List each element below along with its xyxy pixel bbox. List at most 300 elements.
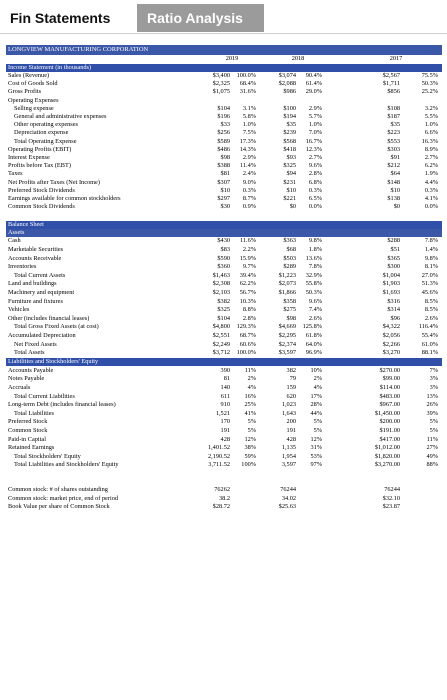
percent-cell[interactable]: 49% bbox=[426, 452, 438, 460]
percent-cell[interactable]: 5% bbox=[429, 418, 438, 426]
percent-cell[interactable]: 16% bbox=[244, 392, 256, 400]
row-label: Profits before Tax (EBT) bbox=[8, 162, 71, 170]
value-cell[interactable]: $25.63 bbox=[278, 503, 296, 511]
balance-sheet-header bbox=[6, 221, 442, 229]
value-cell[interactable]: 910 bbox=[220, 401, 230, 409]
value-cell[interactable]: 611 bbox=[220, 392, 230, 400]
percent-cell[interactable]: 59% bbox=[244, 452, 256, 460]
percent-cell[interactable]: 116.4% bbox=[418, 323, 438, 331]
percent-cell[interactable]: 0.3% bbox=[242, 186, 256, 194]
percent-cell[interactable]: 9.0% bbox=[242, 178, 256, 186]
percent-cell[interactable]: 68.7% bbox=[239, 332, 256, 339]
value-cell[interactable]: $64 bbox=[390, 170, 400, 178]
value-cell[interactable]: $483.00 bbox=[379, 392, 400, 400]
value-cell[interactable]: $2,249 bbox=[212, 340, 230, 348]
percent-cell[interactable]: 6.2% bbox=[424, 162, 438, 170]
percent-cell[interactable]: 8.9% bbox=[424, 145, 438, 153]
value-cell[interactable]: $28.72 bbox=[212, 503, 230, 511]
value-cell[interactable]: $239 bbox=[283, 129, 296, 137]
percent-cell[interactable]: 11.6% bbox=[239, 237, 256, 245]
percent-cell[interactable]: 50.3% bbox=[305, 289, 322, 296]
value-cell[interactable]: 76244 bbox=[280, 486, 296, 493]
percent-cell[interactable]: 27.0% bbox=[421, 271, 438, 279]
value-cell[interactable]: $108 bbox=[387, 104, 400, 112]
percent-cell[interactable]: 5.8% bbox=[242, 113, 256, 120]
value-cell[interactable]: 3,711.52 bbox=[208, 461, 230, 469]
percent-cell[interactable]: 6.6% bbox=[424, 129, 438, 137]
value-cell[interactable]: $200.00 bbox=[379, 418, 400, 426]
percent-cell[interactable]: 5.7% bbox=[308, 113, 322, 120]
value-cell[interactable]: 191 bbox=[220, 427, 230, 434]
row-label: Operating Profits (EBIT) bbox=[8, 145, 72, 153]
value-cell[interactable]: $967.00 bbox=[379, 401, 400, 409]
value-cell[interactable]: $83 bbox=[220, 246, 230, 253]
percent-cell[interactable]: 11% bbox=[244, 366, 256, 374]
value-cell[interactable]: $1,711 bbox=[382, 80, 400, 88]
value-cell[interactable]: $4,322 bbox=[382, 323, 400, 331]
value-cell[interactable]: $388 bbox=[217, 162, 230, 170]
year-2019: 2019 bbox=[225, 55, 239, 62]
value-cell[interactable]: $2,103 bbox=[212, 289, 230, 296]
percent-cell[interactable]: 31.6% bbox=[239, 88, 256, 96]
percent-cell[interactable]: 96.9% bbox=[305, 349, 322, 357]
percent-cell[interactable]: 3.1% bbox=[242, 104, 256, 112]
percent-cell[interactable]: 9.6% bbox=[308, 297, 322, 305]
percent-cell[interactable]: 3% bbox=[429, 375, 438, 383]
value-cell[interactable]: 390 bbox=[220, 366, 230, 374]
value-cell[interactable]: $358 bbox=[283, 297, 296, 305]
value-cell[interactable]: $32.10 bbox=[382, 494, 400, 502]
percent-cell[interactable]: 5% bbox=[313, 418, 322, 426]
row-label: Preferred Stock Dividends bbox=[8, 186, 75, 194]
percent-cell[interactable]: 2% bbox=[247, 375, 256, 383]
percent-cell[interactable]: 4.1% bbox=[424, 195, 438, 202]
table-row bbox=[6, 263, 442, 271]
percent-cell[interactable]: 129.3% bbox=[236, 323, 256, 331]
table-row bbox=[6, 315, 442, 323]
value-cell[interactable]: $300 bbox=[387, 263, 400, 271]
percent-cell[interactable]: 14.3% bbox=[239, 145, 256, 153]
value-cell[interactable]: $2,056 bbox=[382, 332, 400, 339]
value-cell[interactable]: 200 bbox=[286, 418, 296, 426]
value-cell[interactable]: $1,012.00 bbox=[374, 444, 400, 452]
value-cell[interactable]: $307 bbox=[217, 178, 230, 186]
percent-cell[interactable]: 90.4% bbox=[305, 72, 322, 79]
row-label: Total Gross Fixed Assets (at cost) bbox=[14, 323, 99, 331]
value-cell[interactable]: $417.00 bbox=[379, 435, 400, 443]
value-cell[interactable]: $196 bbox=[217, 113, 230, 120]
percent-cell[interactable]: 27% bbox=[426, 444, 438, 452]
row-label: Sales (Revenue) bbox=[8, 72, 50, 79]
value-cell[interactable]: $2,374 bbox=[278, 340, 296, 348]
value-cell[interactable]: $51 bbox=[390, 246, 400, 253]
table-row bbox=[6, 237, 442, 245]
percent-cell[interactable]: 25.2% bbox=[421, 88, 438, 96]
value-cell[interactable]: $221 bbox=[283, 195, 296, 202]
value-cell[interactable]: $382 bbox=[217, 297, 230, 305]
value-cell[interactable]: $187 bbox=[387, 113, 400, 120]
value-cell[interactable]: $3,597 bbox=[278, 349, 296, 357]
value-cell[interactable]: $1,866 bbox=[278, 289, 296, 296]
value-cell[interactable]: $486 bbox=[217, 145, 230, 153]
value-cell[interactable]: $1,075 bbox=[212, 88, 230, 96]
percent-cell[interactable]: 11% bbox=[426, 435, 438, 443]
percent-cell[interactable]: 5% bbox=[247, 427, 256, 434]
value-cell[interactable]: 2,190.52 bbox=[207, 452, 230, 460]
percent-cell[interactable]: 29.0% bbox=[305, 88, 322, 96]
value-cell[interactable]: $503 bbox=[283, 254, 296, 262]
percent-cell[interactable]: 0.3% bbox=[424, 186, 438, 194]
value-cell[interactable]: $191.00 bbox=[379, 427, 400, 434]
percent-cell[interactable]: 7.0% bbox=[308, 129, 322, 137]
row-label: Common Stock Dividends bbox=[8, 203, 75, 211]
value-cell[interactable]: 191 bbox=[286, 427, 296, 434]
table-row bbox=[6, 179, 442, 187]
row-label: Inventories bbox=[8, 263, 37, 271]
value-cell[interactable]: $1,693 bbox=[382, 289, 400, 296]
percent-cell[interactable]: 4.4% bbox=[424, 178, 438, 186]
table-row bbox=[6, 246, 442, 254]
value-cell[interactable]: $212 bbox=[387, 162, 400, 170]
value-cell[interactable]: 1,135 bbox=[281, 444, 296, 452]
percent-cell[interactable]: 88% bbox=[426, 461, 438, 469]
year-2017: 2017 bbox=[389, 55, 403, 62]
value-cell[interactable]: $0 bbox=[289, 203, 296, 211]
value-cell[interactable]: $104 bbox=[217, 314, 230, 322]
percent-cell[interactable]: 2.8% bbox=[242, 314, 256, 322]
value-cell[interactable]: $589 bbox=[217, 137, 230, 145]
value-cell[interactable]: 76244 bbox=[384, 486, 400, 493]
value-cell[interactable]: $2,551 bbox=[212, 332, 230, 339]
value-cell[interactable]: $99.00 bbox=[382, 375, 400, 383]
percent-cell[interactable]: 50.3% bbox=[421, 80, 438, 88]
percent-cell[interactable]: 4% bbox=[313, 384, 322, 391]
value-cell[interactable]: 428 bbox=[220, 435, 230, 443]
value-cell[interactable]: 1,023 bbox=[281, 401, 296, 409]
table-row bbox=[6, 349, 442, 357]
percent-cell[interactable]: 68.4% bbox=[239, 80, 256, 88]
value-cell[interactable]: $3,074 bbox=[278, 72, 296, 79]
value-cell[interactable]: $100 bbox=[283, 104, 296, 112]
value-cell[interactable]: $98 bbox=[286, 314, 296, 322]
table-row bbox=[6, 154, 442, 162]
percent-cell[interactable]: 12% bbox=[310, 435, 322, 443]
percent-cell[interactable]: 13.6% bbox=[305, 254, 322, 262]
row-label: Total Current Assets bbox=[14, 271, 66, 279]
value-cell[interactable]: $81 bbox=[220, 170, 230, 178]
percent-cell[interactable]: 62.2% bbox=[239, 280, 256, 288]
value-cell[interactable]: $96 bbox=[390, 314, 400, 322]
percent-cell[interactable]: 5% bbox=[313, 427, 322, 434]
value-cell[interactable]: $360 bbox=[217, 263, 230, 271]
value-cell[interactable]: $3,270.00 bbox=[374, 461, 400, 469]
value-cell[interactable]: 1,521 bbox=[215, 409, 230, 417]
value-cell[interactable]: 428 bbox=[286, 435, 296, 443]
percent-cell[interactable]: 7% bbox=[429, 366, 438, 374]
value-cell[interactable]: $363 bbox=[283, 237, 296, 245]
percent-cell[interactable]: 25% bbox=[244, 401, 256, 409]
percent-cell[interactable]: 17.3% bbox=[239, 137, 256, 145]
value-cell[interactable]: $148 bbox=[387, 178, 400, 186]
value-cell[interactable]: $325 bbox=[217, 306, 230, 314]
value-cell[interactable]: $316 bbox=[387, 297, 400, 305]
value-cell[interactable]: 3,597 bbox=[281, 461, 296, 469]
value-cell[interactable]: $1,450.00 bbox=[374, 409, 400, 417]
value-cell[interactable]: $94 bbox=[286, 170, 296, 178]
percent-cell[interactable]: 8.8% bbox=[242, 306, 256, 314]
value-cell[interactable]: $4,669 bbox=[278, 323, 296, 331]
percent-cell[interactable]: 17% bbox=[310, 392, 322, 400]
value-cell[interactable]: $856 bbox=[387, 88, 400, 96]
percent-cell[interactable]: 1.4% bbox=[424, 246, 438, 253]
table-row bbox=[6, 97, 442, 105]
table-row bbox=[6, 187, 442, 195]
percent-cell[interactable]: 41% bbox=[244, 409, 256, 417]
value-cell[interactable]: 1,643 bbox=[281, 409, 296, 417]
table-row bbox=[6, 88, 442, 96]
percent-cell[interactable]: 2.2% bbox=[242, 246, 256, 253]
row-label: Marketable Securities bbox=[8, 246, 64, 253]
percent-cell[interactable]: 9.8% bbox=[424, 254, 438, 262]
percent-cell[interactable]: 55.8% bbox=[305, 280, 322, 288]
value-cell[interactable]: $30 bbox=[220, 203, 230, 211]
value-cell[interactable]: $2,295 bbox=[278, 332, 296, 339]
value-cell[interactable]: 170 bbox=[220, 418, 230, 426]
percent-cell[interactable]: 13% bbox=[426, 392, 438, 400]
value-cell[interactable]: $275 bbox=[283, 306, 296, 314]
percent-cell[interactable]: 8.5% bbox=[424, 306, 438, 314]
percent-cell[interactable]: 2.6% bbox=[308, 314, 322, 322]
percent-cell[interactable]: 75.5% bbox=[421, 72, 438, 79]
value-cell[interactable]: $2,073 bbox=[278, 280, 296, 288]
percent-cell[interactable]: 38% bbox=[244, 444, 256, 452]
row-label: Other (includes financial leases) bbox=[8, 314, 90, 322]
value-cell[interactable]: $3,712 bbox=[212, 349, 230, 357]
value-cell[interactable]: 382 bbox=[286, 366, 296, 374]
value-cell[interactable]: $0 bbox=[393, 203, 400, 211]
value-cell[interactable]: $256 bbox=[217, 129, 230, 137]
percent-cell[interactable]: 2.8% bbox=[308, 170, 322, 178]
percent-cell[interactable]: 6.5% bbox=[308, 195, 322, 202]
value-cell[interactable]: 76262 bbox=[214, 486, 230, 493]
percent-cell[interactable]: 125.8% bbox=[302, 323, 322, 331]
percent-cell[interactable]: 1.9% bbox=[424, 170, 438, 178]
percent-cell[interactable]: 12.3% bbox=[305, 145, 322, 153]
percent-cell[interactable]: 0.9% bbox=[242, 203, 256, 211]
percent-cell[interactable]: 61.8% bbox=[305, 332, 322, 339]
percent-cell[interactable]: 31% bbox=[310, 444, 322, 452]
row-label: Total Liabilities bbox=[14, 409, 54, 417]
value-cell[interactable]: 34.02 bbox=[281, 494, 296, 502]
value-cell[interactable]: $303 bbox=[387, 145, 400, 153]
row-label: Net Fixed Assets bbox=[14, 340, 57, 348]
value-cell[interactable]: $2,325 bbox=[212, 80, 230, 88]
value-cell[interactable]: $98 bbox=[220, 154, 230, 161]
percent-cell[interactable]: 97% bbox=[310, 461, 322, 469]
percent-cell[interactable]: 28% bbox=[310, 401, 322, 409]
value-cell[interactable]: $33 bbox=[220, 121, 230, 129]
percent-cell[interactable]: 55.4% bbox=[421, 332, 438, 339]
percent-cell[interactable]: 100% bbox=[241, 461, 256, 469]
value-cell[interactable]: $568 bbox=[283, 137, 296, 145]
value-cell[interactable]: $2,266 bbox=[382, 340, 400, 348]
value-cell[interactable]: $91 bbox=[390, 154, 400, 161]
value-cell[interactable]: $590 bbox=[217, 254, 230, 262]
value-cell[interactable]: $104 bbox=[217, 104, 230, 112]
percent-cell[interactable]: 64.0% bbox=[305, 340, 322, 348]
value-cell[interactable]: $986 bbox=[283, 88, 296, 96]
percent-cell[interactable]: 5% bbox=[429, 427, 438, 434]
value-cell[interactable]: $35 bbox=[390, 121, 400, 129]
value-cell[interactable]: $297 bbox=[217, 195, 230, 202]
percent-cell[interactable]: 32.9% bbox=[305, 271, 322, 279]
percent-cell[interactable]: 7.4% bbox=[308, 306, 322, 314]
percent-cell[interactable]: 6.8% bbox=[308, 178, 322, 186]
percent-cell[interactable]: 10% bbox=[310, 366, 322, 374]
value-cell[interactable]: $288 bbox=[387, 237, 400, 245]
value-cell[interactable]: $10 bbox=[390, 186, 400, 194]
value-cell[interactable]: $289 bbox=[283, 263, 296, 271]
percent-cell[interactable]: 61.4% bbox=[305, 80, 322, 88]
percent-cell[interactable]: 8.5% bbox=[424, 297, 438, 305]
value-cell[interactable]: $114.00 bbox=[379, 384, 400, 391]
value-cell[interactable]: $10 bbox=[286, 186, 296, 194]
table-row bbox=[6, 436, 442, 444]
percent-cell[interactable]: 53% bbox=[310, 452, 322, 460]
percent-cell[interactable]: 39.4% bbox=[239, 271, 256, 279]
value-cell[interactable]: 79 bbox=[289, 375, 296, 383]
percent-cell[interactable]: 7.5% bbox=[242, 129, 256, 137]
value-cell[interactable]: $10 bbox=[220, 186, 230, 194]
percent-cell[interactable]: 0.0% bbox=[424, 203, 438, 211]
value-cell[interactable]: $2,308 bbox=[212, 280, 230, 288]
percent-cell[interactable]: 0.0% bbox=[308, 203, 322, 211]
value-cell[interactable]: 140 bbox=[220, 384, 230, 391]
percent-cell[interactable]: 1.0% bbox=[242, 121, 256, 129]
percent-cell[interactable]: 51.3% bbox=[421, 280, 438, 288]
percent-cell[interactable]: 26% bbox=[426, 401, 438, 409]
value-cell[interactable]: $2,567 bbox=[382, 72, 400, 79]
value-cell[interactable]: $553 bbox=[387, 137, 400, 145]
percent-cell[interactable]: 1.8% bbox=[308, 246, 322, 253]
table-row bbox=[6, 306, 442, 314]
percent-cell[interactable]: 10.3% bbox=[239, 297, 256, 305]
percent-cell[interactable]: 5.5% bbox=[424, 113, 438, 120]
value-cell[interactable]: $1,903 bbox=[382, 280, 400, 288]
value-cell[interactable]: 38.2 bbox=[218, 494, 230, 502]
percent-cell[interactable]: 9.8% bbox=[308, 237, 322, 245]
percent-cell[interactable]: 2.4% bbox=[242, 170, 256, 178]
value-cell[interactable]: 620 bbox=[286, 392, 296, 400]
row-label: Gross Profits bbox=[8, 88, 42, 96]
percent-cell[interactable]: 7.8% bbox=[424, 237, 438, 245]
percent-cell[interactable]: 4% bbox=[247, 384, 256, 391]
row-label: General and administrative expenses bbox=[14, 113, 107, 120]
percent-cell[interactable]: 1.0% bbox=[424, 121, 438, 129]
percent-cell[interactable]: 56.7% bbox=[239, 289, 256, 296]
value-cell[interactable]: $3,270 bbox=[382, 349, 400, 357]
tab-fin-statements[interactable]: Fin Statements bbox=[0, 4, 120, 32]
percent-cell[interactable]: 3.2% bbox=[424, 104, 438, 112]
value-cell[interactable]: $430 bbox=[217, 237, 230, 245]
percent-cell[interactable]: 88.1% bbox=[421, 349, 438, 357]
value-cell[interactable]: $314 bbox=[387, 306, 400, 314]
percent-cell[interactable]: 2.9% bbox=[242, 154, 256, 161]
value-cell[interactable]: $1,463 bbox=[212, 271, 230, 279]
value-cell[interactable]: $35 bbox=[286, 121, 296, 129]
value-cell[interactable]: 159 bbox=[286, 384, 296, 391]
percent-cell[interactable]: 2% bbox=[313, 375, 322, 383]
value-cell[interactable]: $138 bbox=[387, 195, 400, 202]
value-cell[interactable]: $1,820.00 bbox=[374, 452, 400, 460]
percent-cell[interactable]: 100.0% bbox=[236, 349, 256, 357]
percent-cell[interactable]: 2.6% bbox=[424, 314, 438, 322]
percent-cell[interactable]: 8.7% bbox=[242, 195, 256, 202]
row-label: Selling expense bbox=[14, 104, 54, 112]
tab-ratio-analysis[interactable]: Ratio Analysis bbox=[137, 4, 264, 32]
row-label: Earnings available for common stockholders bbox=[8, 195, 121, 202]
value-cell[interactable]: $68 bbox=[286, 246, 296, 253]
percent-cell[interactable]: 11.4% bbox=[239, 162, 256, 170]
value-cell[interactable]: $194 bbox=[283, 113, 296, 120]
value-cell[interactable]: $365 bbox=[387, 254, 400, 262]
percent-cell[interactable]: 9.6% bbox=[308, 162, 322, 170]
percent-cell[interactable]: 16.7% bbox=[305, 137, 322, 145]
percent-cell[interactable]: 7.8% bbox=[308, 263, 322, 271]
percent-cell[interactable]: 60.6% bbox=[239, 340, 256, 348]
percent-cell[interactable]: 2.7% bbox=[308, 154, 322, 161]
percent-cell[interactable]: 1.0% bbox=[308, 121, 322, 129]
value-cell[interactable]: $223 bbox=[387, 129, 400, 137]
percent-cell[interactable]: 16.3% bbox=[421, 137, 438, 145]
value-cell[interactable]: $231 bbox=[283, 178, 296, 186]
percent-cell[interactable]: 15.9% bbox=[239, 254, 256, 262]
value-cell[interactable]: 1,954 bbox=[281, 452, 296, 460]
percent-cell[interactable]: 5% bbox=[247, 418, 256, 426]
table-row bbox=[6, 410, 442, 418]
value-cell[interactable]: $4,800 bbox=[212, 323, 230, 331]
value-cell[interactable]: 1,401.52 bbox=[207, 444, 230, 452]
percent-cell[interactable]: 12% bbox=[244, 435, 256, 443]
year-2018: 2018 bbox=[291, 55, 305, 62]
row-label: Cash bbox=[8, 237, 21, 245]
percent-cell[interactable]: 39% bbox=[426, 409, 438, 417]
value-cell[interactable]: $3,400 bbox=[212, 72, 230, 79]
percent-cell[interactable]: 8.1% bbox=[424, 263, 438, 271]
value-cell[interactable]: $1,004 bbox=[382, 271, 400, 279]
value-cell[interactable]: $1,223 bbox=[278, 271, 296, 279]
percent-cell[interactable]: 2.7% bbox=[424, 154, 438, 161]
percent-cell[interactable]: 3% bbox=[429, 384, 438, 391]
percent-cell[interactable]: 44% bbox=[310, 409, 322, 417]
percent-cell[interactable]: 2.9% bbox=[308, 104, 322, 112]
percent-cell[interactable]: 9.7% bbox=[242, 263, 256, 271]
value-cell[interactable]: $418 bbox=[283, 145, 296, 153]
value-cell[interactable]: $325 bbox=[283, 162, 296, 170]
row-label: Total Assets bbox=[14, 349, 45, 357]
percent-cell[interactable]: 45.6% bbox=[421, 289, 438, 296]
value-cell[interactable]: $93 bbox=[286, 154, 296, 161]
percent-cell[interactable]: 61.0% bbox=[421, 340, 438, 348]
percent-cell[interactable]: 100.0% bbox=[236, 72, 256, 79]
value-cell[interactable]: $23.87 bbox=[382, 503, 400, 511]
value-cell[interactable]: $2,088 bbox=[278, 80, 296, 88]
common-stock-row bbox=[6, 486, 442, 494]
percent-cell[interactable]: 0.3% bbox=[308, 186, 322, 194]
value-cell[interactable]: $270.00 bbox=[379, 366, 400, 374]
value-cell[interactable]: 81 bbox=[223, 375, 230, 383]
table-row bbox=[6, 453, 442, 461]
